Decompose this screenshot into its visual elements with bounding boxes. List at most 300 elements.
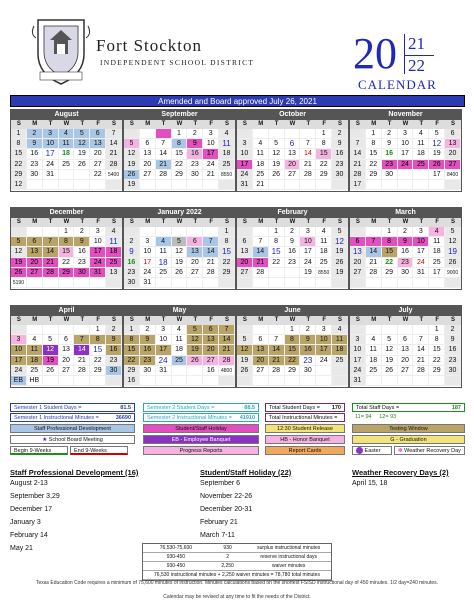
- legend-easter: Easter: [352, 446, 392, 455]
- day-cell: 28: [253, 268, 269, 278]
- minutes-cell: 930-450: [166, 563, 186, 569]
- weekday-header: [124, 120, 235, 129]
- day-cell: 15: [316, 149, 332, 159]
- day-cell: 21: [300, 160, 316, 170]
- day-cell: 5: [11, 237, 27, 247]
- day-cell: [74, 180, 90, 190]
- day-cell: 22: [366, 160, 382, 170]
- day-cell: HB: [27, 376, 43, 386]
- day-cell: 7: [300, 139, 316, 149]
- weekday-label: T: [419, 219, 424, 225]
- legend-board-meeting: ★ School Board Meeting: [10, 435, 135, 444]
- day-cell: 29: [285, 366, 301, 376]
- weekday-label: W: [176, 317, 183, 323]
- day-cell: 20: [237, 258, 253, 268]
- day-cell: 21: [203, 170, 219, 180]
- day-cell: [27, 325, 43, 335]
- day-cell: 31: [90, 268, 106, 278]
- day-cell: 18: [316, 247, 332, 257]
- day-cell: [140, 180, 156, 190]
- day-cell: 12: [187, 335, 203, 345]
- day-cell: 2: [445, 325, 461, 335]
- day-cell: [253, 376, 269, 386]
- day-cell: [316, 278, 332, 288]
- day-cell: 21: [43, 258, 59, 268]
- minutes-cell: 930-450: [166, 554, 186, 560]
- day-cell: [140, 376, 156, 386]
- day-cell: 10: [11, 345, 27, 355]
- day-cell: [187, 366, 203, 376]
- day-cell: 1: [90, 325, 106, 335]
- day-cell: 8: [90, 335, 106, 345]
- day-cell: 8: [316, 139, 332, 149]
- weekday-label: W: [402, 317, 409, 323]
- footer-note: Texas Education Code requires a minimum of 75,600 minutes of instruction. Minutes calculations based on the shortest FSISD instructional day of 450 minutes. 1/2 day=240 minutes.: [35, 580, 439, 586]
- day-cell: [445, 278, 461, 288]
- weekday-label: S: [129, 219, 134, 225]
- day-cell: 21: [219, 345, 235, 355]
- day-cell: 21: [413, 356, 429, 366]
- day-cell: 26: [332, 258, 348, 268]
- month-december: [10, 207, 123, 290]
- day-cell: 13: [106, 268, 122, 278]
- day-cell: 7: [203, 237, 219, 247]
- day-cell: 25: [106, 258, 122, 268]
- day-cell: 23: [187, 160, 203, 170]
- day-cell: 3: [398, 129, 414, 139]
- day-cell: 1: [269, 227, 285, 237]
- weekday-header: [11, 218, 122, 227]
- day-cell: 28: [300, 170, 316, 180]
- weekday-label: T: [387, 317, 392, 323]
- day-cell: [445, 376, 461, 386]
- day-cell: 16: [203, 366, 219, 376]
- weekday-label: T: [387, 121, 392, 127]
- weekday-label: T: [48, 317, 53, 323]
- day-cell: 19: [124, 160, 140, 170]
- day-cell: 13: [187, 247, 203, 257]
- list-item: February 21: [200, 519, 238, 526]
- day-cell: [398, 170, 414, 180]
- day-cell: 7: [413, 335, 429, 345]
- day-cell: 28: [203, 268, 219, 278]
- weekday-label: M: [258, 317, 264, 323]
- weekday-label: T: [193, 219, 198, 225]
- day-cell: 16: [382, 149, 398, 159]
- weekday-label: S: [129, 317, 134, 323]
- day-cell: 3: [350, 335, 366, 345]
- day-cell: 11: [366, 345, 382, 355]
- day-cell: 22: [429, 356, 445, 366]
- day-cell: [350, 227, 366, 237]
- weekday-label: T: [80, 317, 85, 323]
- day-cell: 15: [382, 247, 398, 257]
- day-cell: 2: [140, 325, 156, 335]
- weekday-label: S: [451, 219, 456, 225]
- footer-revision: Calendar may be revised at any time to fit the needs of the District.: [163, 594, 311, 600]
- minutes-row: [143, 571, 331, 580]
- weekday-label: S: [355, 219, 360, 225]
- day-cell: 17: [316, 345, 332, 355]
- day-cell: 31: [156, 366, 172, 376]
- minutes-row: [143, 562, 331, 571]
- district-subtitle: INDEPENDENT SCHOOL DISTRICT: [100, 58, 255, 67]
- day-cell: [11, 227, 27, 237]
- day-cell: [285, 129, 301, 139]
- day-cell: 23: [332, 160, 348, 170]
- day-cell: [187, 227, 203, 237]
- day-cell: 10: [203, 139, 219, 149]
- weekday-label: S: [225, 317, 230, 323]
- weekday-label: T: [274, 219, 279, 225]
- day-cell: 21: [253, 180, 269, 190]
- day-cell: [269, 129, 285, 139]
- day-cell: [332, 278, 348, 288]
- day-cell: 14: [74, 345, 90, 355]
- day-cell: 26: [445, 258, 461, 268]
- weekday-label: F: [209, 219, 214, 225]
- day-cell: 11: [253, 149, 269, 159]
- day-cell: 28: [219, 356, 235, 366]
- day-grid: [11, 227, 122, 288]
- day-cell: 29: [219, 268, 235, 278]
- day-cell: 19: [332, 247, 348, 257]
- list-item: December 20-31: [200, 506, 253, 513]
- day-cell: 8: [269, 237, 285, 247]
- year-top: 21: [408, 34, 425, 53]
- day-cell: 17: [300, 247, 316, 257]
- sem2-minutes: Semester 2 Instructional Minutes = 41910: [143, 413, 259, 422]
- day-cell: 11: [27, 345, 43, 355]
- day-cell: 29: [172, 170, 188, 180]
- minutes-cell: 930: [223, 545, 232, 551]
- holiday-title: Student/Staff Holiday (22): [200, 468, 292, 477]
- day-cell: [156, 376, 172, 386]
- day-cell: 4: [413, 129, 429, 139]
- day-cell: [219, 376, 235, 386]
- day-cell: 25: [59, 160, 75, 170]
- weekday-label: F: [209, 121, 214, 127]
- day-cell: 22: [316, 160, 332, 170]
- month-july: [349, 305, 462, 388]
- day-grid: [237, 227, 348, 288]
- day-cell: 14: [203, 247, 219, 257]
- day-cell: 17: [237, 160, 253, 170]
- list-item: August 2-13: [10, 480, 48, 487]
- weekday-label: F: [435, 121, 440, 127]
- list-item: December 17: [10, 506, 53, 513]
- day-cell: 10: [237, 149, 253, 159]
- day-grid: [124, 129, 235, 190]
- weekday-label: T: [161, 219, 166, 225]
- weekday-label: S: [112, 317, 117, 323]
- day-cell: [382, 278, 398, 288]
- day-cell: 20: [398, 356, 414, 366]
- day-cell: 25: [219, 160, 235, 170]
- day-cell: [124, 227, 140, 237]
- day-cell: [203, 278, 219, 288]
- day-cell: 8: [11, 139, 27, 149]
- day-cell: 8: [285, 335, 301, 345]
- day-cell: 24: [156, 356, 172, 366]
- total-student-days: Total Student Days = 170: [265, 403, 345, 412]
- day-cell: 23: [398, 258, 414, 268]
- day-cell: 5: [445, 227, 461, 237]
- day-cell: [43, 278, 59, 288]
- day-cell: 2: [382, 129, 398, 139]
- day-cell: 12: [124, 149, 140, 159]
- day-cell: 18: [156, 258, 172, 268]
- day-cell: [285, 278, 301, 288]
- day-cell: 21: [253, 258, 269, 268]
- day-cell: [90, 278, 106, 288]
- day-cell: 25: [332, 356, 348, 366]
- day-cell: 10: [140, 247, 156, 257]
- day-cell: 27: [237, 268, 253, 278]
- weekday-label: M: [371, 317, 377, 323]
- day-cell: 2: [27, 129, 43, 139]
- day-cell: [350, 278, 366, 288]
- day-cell: 10: [300, 237, 316, 247]
- weekday-label: M: [145, 219, 151, 225]
- day-cell: 21: [350, 160, 366, 170]
- weekday-label: M: [258, 121, 264, 127]
- day-cell: 1: [172, 129, 188, 139]
- day-cell: 27: [350, 268, 366, 278]
- day-cell: 8: [172, 139, 188, 149]
- weekday-label: W: [176, 121, 183, 127]
- month-title: March: [350, 208, 461, 218]
- day-cell: 31: [43, 170, 59, 180]
- day-cell: 11: [219, 139, 235, 149]
- day-cell: 3: [413, 227, 429, 237]
- minutes-cell: 76,530-75,600: [159, 545, 193, 551]
- day-cell: 30: [445, 366, 461, 376]
- day-grid: [124, 325, 235, 386]
- day-cell: 8: [429, 335, 445, 345]
- day-cell: 17: [90, 247, 106, 257]
- day-cell: 12: [11, 247, 27, 257]
- minutes-cell: 2: [226, 554, 229, 560]
- day-cell: [27, 278, 43, 288]
- day-cell: [429, 376, 445, 386]
- day-cell: 11: [429, 237, 445, 247]
- weekday-label: S: [242, 121, 247, 127]
- day-cell: [253, 227, 269, 237]
- day-cell: 9: [445, 335, 461, 345]
- list-item: May 21: [10, 545, 33, 552]
- weekday-label: W: [289, 317, 296, 323]
- day-cell: [269, 268, 285, 278]
- day-cell: 6: [285, 139, 301, 149]
- day-cell: 20: [253, 356, 269, 366]
- day-cell: 19: [269, 160, 285, 170]
- day-cell: 6: [27, 237, 43, 247]
- day-cell: 17: [413, 247, 429, 257]
- weekday-label: F: [96, 219, 101, 225]
- day-cell: 21: [74, 356, 90, 366]
- day-cell: 18: [219, 149, 235, 159]
- day-grid: [237, 129, 348, 190]
- day-cell: [332, 180, 348, 190]
- day-cell: [269, 376, 285, 386]
- weekday-label: T: [161, 317, 166, 323]
- day-cell: 19: [429, 149, 445, 159]
- day-cell: 5: [269, 139, 285, 149]
- day-cell: [237, 278, 253, 288]
- day-cell: 18: [59, 149, 75, 159]
- day-cell: 24: [398, 160, 414, 170]
- day-cell: 1: [366, 129, 382, 139]
- legend-testing-window: Testing Window: [352, 424, 465, 433]
- day-cell: 11: [316, 237, 332, 247]
- weekday-label: F: [435, 317, 440, 323]
- day-cell: 7: [106, 129, 122, 139]
- month-title: May: [124, 306, 235, 316]
- day-cell: [413, 170, 429, 180]
- day-cell: 24: [90, 258, 106, 268]
- day-cell: 28: [413, 366, 429, 376]
- weekday-label: T: [274, 317, 279, 323]
- weekday-label: T: [306, 121, 311, 127]
- day-cell: 1: [219, 227, 235, 237]
- day-cell: 12: [269, 149, 285, 159]
- weekday-label: S: [129, 121, 134, 127]
- day-cell: 1: [382, 227, 398, 237]
- day-cell: 5: [237, 335, 253, 345]
- day-cell: 31: [413, 268, 429, 278]
- weekday-label: W: [289, 219, 296, 225]
- day-cell: 23: [106, 356, 122, 366]
- month-title: August: [11, 110, 122, 120]
- weekday-label: M: [32, 121, 38, 127]
- day-cell: 16: [106, 345, 122, 355]
- day-cell: 3: [156, 325, 172, 335]
- day-cell: [74, 170, 90, 180]
- day-cell: 4: [332, 325, 348, 335]
- day-cell: 19: [74, 149, 90, 159]
- day-cell: 11: [332, 335, 348, 345]
- day-cell: 5: [43, 335, 59, 345]
- weekday-label: M: [258, 219, 264, 225]
- day-cell: [366, 376, 382, 386]
- day-cell: 14: [269, 345, 285, 355]
- day-cell: [413, 325, 429, 335]
- day-cell: [43, 376, 59, 386]
- day-cell: 2: [124, 237, 140, 247]
- day-cell: 10: [43, 139, 59, 149]
- day-cell: [203, 376, 219, 386]
- day-cell: 14: [43, 247, 59, 257]
- day-cell: 14: [219, 335, 235, 345]
- weekday-label: S: [355, 317, 360, 323]
- snowflake-icon: ✽: [398, 448, 403, 454]
- weekday-header: [350, 218, 461, 227]
- day-cell: 25: [366, 366, 382, 376]
- day-grid: [237, 325, 348, 386]
- day-cell: 9: [106, 335, 122, 345]
- day-cell: 14: [106, 139, 122, 149]
- day-cell: 6: [253, 335, 269, 345]
- day-cell: 26: [11, 268, 27, 278]
- day-cell: 17: [43, 149, 59, 159]
- weekday-label: F: [96, 121, 101, 127]
- month-august: [10, 109, 123, 192]
- weekday-label: T: [161, 121, 166, 127]
- day-cell: 30: [398, 268, 414, 278]
- day-cell: 5: [124, 139, 140, 149]
- legend-eb: EB - Employee Banquet: [143, 435, 259, 444]
- day-cell: 15: [269, 247, 285, 257]
- weekday-header: [237, 316, 348, 325]
- weekday-label: T: [48, 121, 53, 127]
- day-cell: 9: [332, 139, 348, 149]
- day-cell: 4: [106, 227, 122, 237]
- day-cell: 2: [285, 227, 301, 237]
- month-november: [349, 109, 462, 192]
- day-cell: 7: [43, 237, 59, 247]
- month-may: [123, 305, 236, 388]
- day-cell: 15: [172, 149, 188, 159]
- day-cell: 28: [269, 366, 285, 376]
- day-cell: 16: [124, 258, 140, 268]
- day-cell: 12: [429, 139, 445, 149]
- day-cell: [398, 180, 414, 190]
- day-cell: 3: [203, 129, 219, 139]
- day-cell: [74, 325, 90, 335]
- weekday-label: M: [32, 317, 38, 323]
- weekday-label: S: [242, 317, 247, 323]
- day-cell: 5: [172, 237, 188, 247]
- day-cell: [382, 376, 398, 386]
- day-cell: 31: [350, 376, 366, 386]
- day-cell: 13: [285, 149, 301, 159]
- day-cell: 21: [366, 258, 382, 268]
- day-cell: [59, 278, 75, 288]
- day-cell: 24: [300, 258, 316, 268]
- day-cell: 6: [90, 129, 106, 139]
- day-cell: [187, 278, 203, 288]
- day-cell: 16: [285, 247, 301, 257]
- weekday-label: T: [419, 121, 424, 127]
- day-cell: [237, 376, 253, 386]
- weekday-label: S: [225, 219, 230, 225]
- day-cell: 11: [172, 335, 188, 345]
- weekday-label: S: [355, 121, 360, 127]
- legend-staff-pd: Staff Professional Development: [10, 424, 135, 433]
- day-cell: 17: [203, 149, 219, 159]
- day-cell: 19: [332, 268, 348, 278]
- day-cell: [237, 227, 253, 237]
- weekday-label: T: [48, 219, 53, 225]
- day-cell: 14: [366, 247, 382, 257]
- minutes-box: [142, 543, 332, 581]
- day-cell: 16: [74, 247, 90, 257]
- day-cell: 9: [140, 335, 156, 345]
- day-cell: 6: [237, 237, 253, 247]
- day-cell: 22: [172, 160, 188, 170]
- day-cell: 4: [316, 227, 332, 237]
- day-cell: 5: [382, 335, 398, 345]
- day-cell: EB: [11, 376, 27, 386]
- day-cell: 4: [429, 227, 445, 237]
- day-cell: 9: [382, 139, 398, 149]
- weekday-label: W: [402, 121, 409, 127]
- day-cell: 14: [156, 149, 172, 159]
- day-cell: [332, 366, 348, 376]
- day-cell: [172, 180, 188, 190]
- day-cell: 5: [74, 129, 90, 139]
